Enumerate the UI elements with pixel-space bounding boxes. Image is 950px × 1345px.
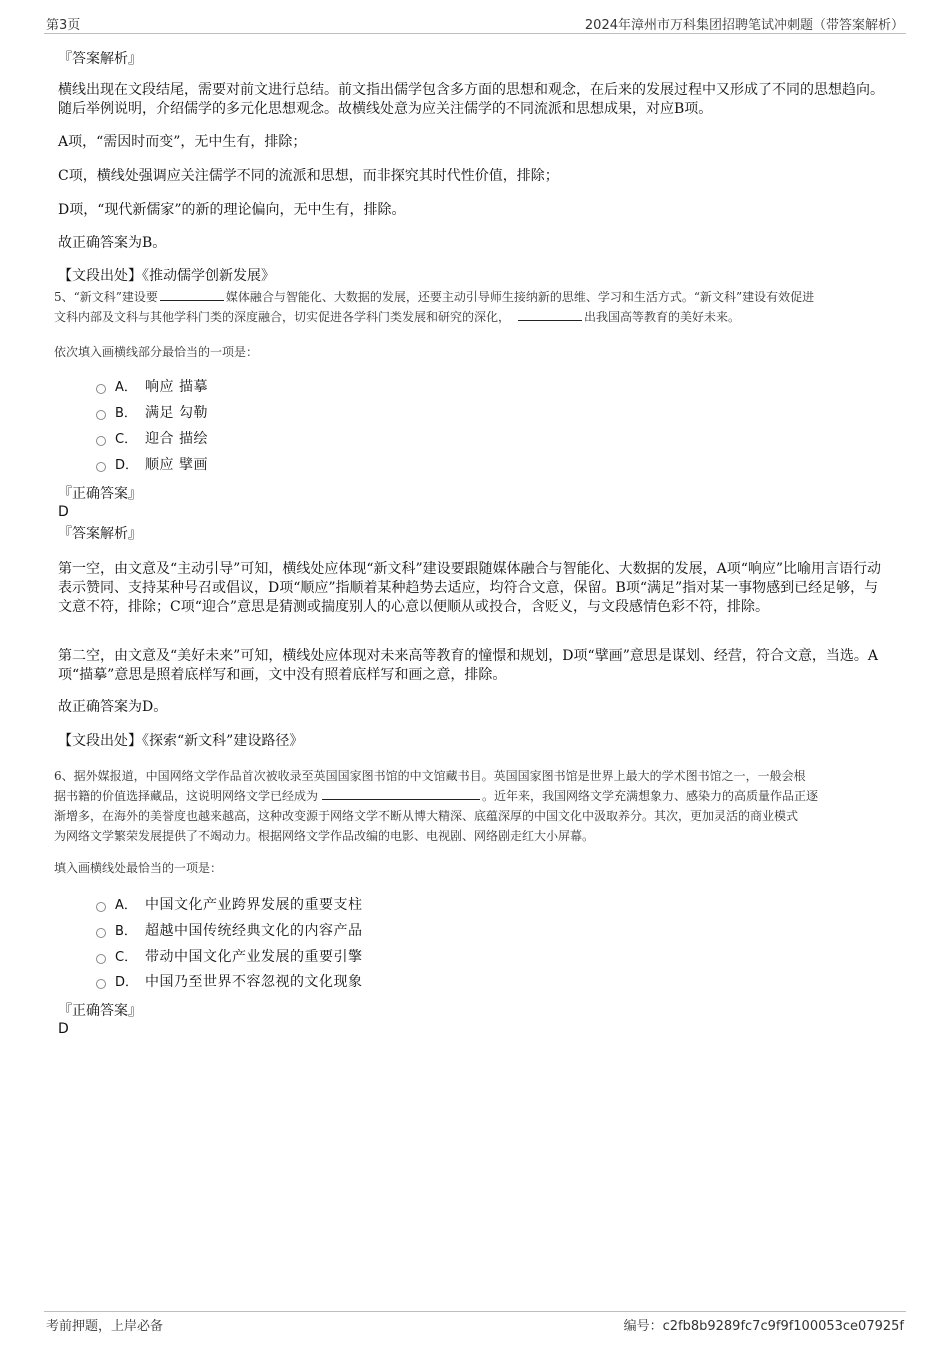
question-stem-line xyxy=(54,287,904,307)
answer-blank xyxy=(160,287,224,301)
analysis-option-d: D项，“现代新儒家”的新的理论偏向，无中生有，排除。 xyxy=(58,202,406,218)
option-label: D． xyxy=(115,458,139,473)
analysis-label: 『答案解析』 xyxy=(58,51,142,67)
option-text: 迎合 描绘 xyxy=(145,431,208,447)
option-c[interactable] xyxy=(96,429,208,449)
page-number: 第3页 xyxy=(46,18,81,33)
radio-button-icon[interactable] xyxy=(96,928,106,938)
option-text: 超越中国传统经典文化的内容产品 xyxy=(145,923,363,939)
analysis-option-c: C项，横线处强调应关注儒学不同的流派和思想，而非探究其时代性价值，排除； xyxy=(58,168,559,184)
option-a[interactable] xyxy=(96,377,208,397)
option-text: 响应 描摹 xyxy=(145,379,208,395)
correct-answer: D xyxy=(58,1021,69,1037)
analysis-conclusion: 故正确答案为B。 xyxy=(58,235,167,251)
stem-text: 。近年来，我国网络文学充满想象力、感染力的高质量作品正逐 xyxy=(482,789,819,803)
option-text: 中国文化产业跨界发展的重要支柱 xyxy=(145,897,363,913)
option-label: C． xyxy=(115,950,138,965)
option-label: C． xyxy=(115,432,138,447)
stem-text: 媒体融合与智能化、大数据的发展，还要主动引导师生接纳新的思维、学习和生活方式。“新文科”建设有效促进 xyxy=(225,290,815,304)
question-stem-line: 6、据外媒报道，中国网络文学作品首次被收录至英国国家图书馆的中文馆藏书目。英国国家图书馆是世界上最大的学术图书馆之一，一般会根 xyxy=(54,769,806,783)
radio-button-icon[interactable] xyxy=(96,462,106,472)
source-citation: 【文段出处】《探索“新文科”建设路径》 xyxy=(58,733,304,749)
question-stem xyxy=(54,766,904,846)
question-stem-line xyxy=(54,786,904,806)
option-text: 顺应 擘画 xyxy=(145,457,208,473)
stem-text: 出我国高等教育的美好未来。 xyxy=(584,310,741,324)
option-c[interactable] xyxy=(96,947,363,967)
answer-blank xyxy=(518,307,582,321)
option-text: 中国乃至世界不容忽视的文化现象 xyxy=(145,974,363,990)
analysis-paragraph: 第二空，由文意及“美好未来”可知，横线处应体现对未来高等教育的憧憬和规划，D项“擘画”意思是谋划、经营，符合文意，当选。A项“描摹”意思是照着底样写和画，文中没有照着底样写和画之意，排除。 xyxy=(58,648,878,683)
option-b[interactable] xyxy=(96,403,208,423)
analysis-conclusion: 故正确答案为D。 xyxy=(58,699,168,715)
question-stem-line: 渐增多，在海外的美誉度也越来越高，这种改变源于网络文学不断从博大精深、底蕴深厚的中国文化中汲取养分。其次，更加灵活的商业模式 xyxy=(54,809,799,823)
radio-button-icon[interactable] xyxy=(96,384,106,394)
question-stem-line xyxy=(54,307,904,327)
option-label: B． xyxy=(115,406,137,421)
header-divider xyxy=(44,33,906,34)
option-d[interactable] xyxy=(96,972,363,992)
analysis-paragraph: 横线出现在文段结尾，需要对前文进行总结。前文指出儒学包含多方面的思想和观念，在后来的发展过程中又形成了不同的思想趋向。随后举例说明，介绍儒学的多元化思想观念。故横线处意为应关注儒学的不同流派和思想成果，对应B项。 xyxy=(58,82,884,117)
footer-slogan: 考前押题，上岸必备 xyxy=(46,1319,164,1334)
option-b[interactable] xyxy=(96,921,363,941)
radio-button-icon[interactable] xyxy=(96,979,106,989)
document-id xyxy=(624,1315,904,1334)
question-stem xyxy=(54,287,904,327)
question-prompt: 填入画横线处最恰当的一项是： xyxy=(54,861,223,875)
option-text: 带动中国文化产业发展的重要引擎 xyxy=(145,949,363,965)
source-citation: 【文段出处】《推动儒学创新发展》 xyxy=(58,268,275,284)
correct-answer-label: 『正确答案』 xyxy=(58,486,142,502)
radio-button-icon[interactable] xyxy=(96,410,106,420)
stem-text: 据书籍的价值选择藏品，这说明网络文学已经成为 xyxy=(54,789,319,803)
radio-button-icon[interactable] xyxy=(96,436,106,446)
option-label: D． xyxy=(115,975,139,990)
radio-button-icon[interactable] xyxy=(96,902,106,912)
option-label: A． xyxy=(115,898,137,913)
option-label: A． xyxy=(115,380,137,395)
footer-divider xyxy=(44,1311,906,1312)
document-title: 2024年漳州市万科集团招聘笔试冲刺题（带答案解析） xyxy=(584,18,904,33)
option-label: B． xyxy=(115,924,137,939)
analysis-label: 『答案解析』 xyxy=(58,526,142,542)
stem-text: 文科内部及文科与其他学科门类的深度融合，切实促进各学科门类发展和研究的深化， xyxy=(54,310,511,324)
question-prompt: 依次填入画横线部分最恰当的一项是： xyxy=(54,345,259,359)
document-id-value: c2fb8b9289fc7c9f9f100053ce07925f xyxy=(662,1319,904,1334)
correct-answer-label: 『正确答案』 xyxy=(58,1003,142,1019)
answer-blank xyxy=(322,786,480,800)
option-d[interactable] xyxy=(96,455,208,475)
analysis-option-a: A项，“需因时而变”，无中生有，排除； xyxy=(58,134,307,150)
radio-button-icon[interactable] xyxy=(96,954,106,964)
analysis-paragraph: 第一空，由文意及“主动引导”可知，横线处应体现“新文科”建设要跟随媒体融合与智能化、大数据的发展，A项“响应”比喻用言语行动表示赞同、支持某种号召或倡议，D项“顺应”指顺着某种趋势去适应，均符合文意，保留。B项“满足”指对某一事物感到已经足够，与文意不符，排除；C项“迎合”意思是猜测或揣度别人的心意以便顺从或投合，含贬义，与文段感情色彩不符，排除。 xyxy=(58,561,882,615)
question-stem-line: 为网络文学繁荣发展提供了不竭动力。根据网络文学作品改编的电影、电视剧、网络剧走红大小屏幕。 xyxy=(54,829,595,843)
option-text: 满足 勾勒 xyxy=(145,405,208,421)
stem-text: 5、“新文科”建设要 xyxy=(54,290,158,304)
option-a[interactable] xyxy=(96,895,363,915)
document-id-label: 编号： xyxy=(623,1319,663,1334)
correct-answer: D xyxy=(58,504,69,520)
